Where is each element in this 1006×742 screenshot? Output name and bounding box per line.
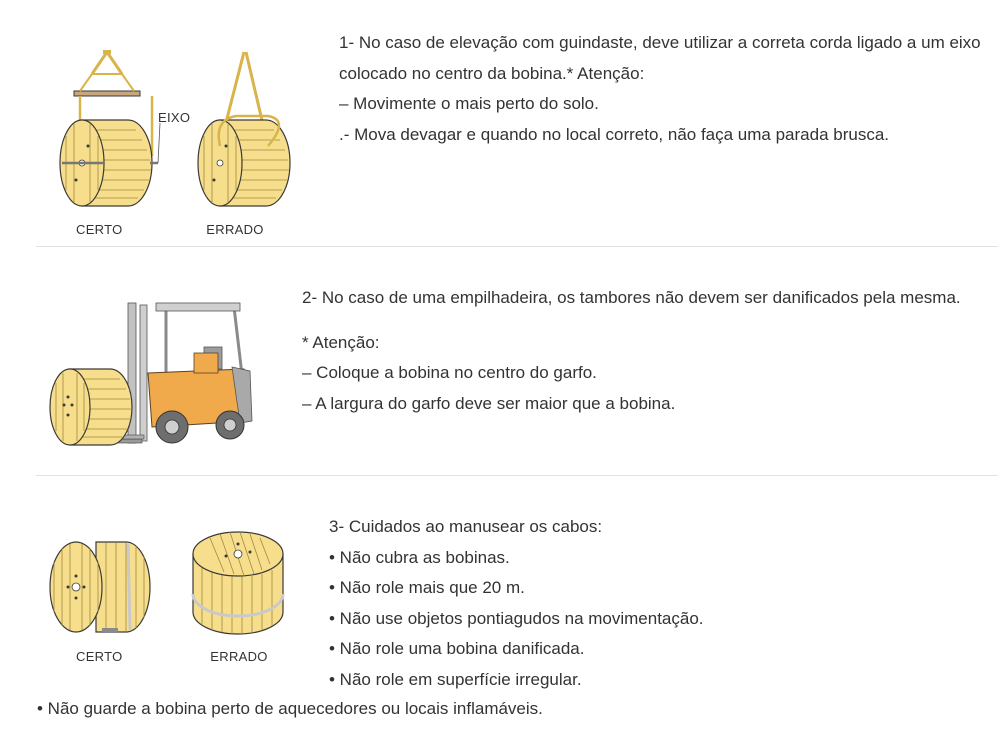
handling-care-footer-item xyxy=(37,694,543,725)
handling-care-item: • Não role uma bobina danificada. xyxy=(329,639,585,658)
crane-instructions xyxy=(339,28,981,150)
crane-wrong-caption: ERRADO xyxy=(206,222,264,237)
handling-care-heading: 3- Cuidados ao manusear os cabos: xyxy=(329,517,603,536)
crane-correct-illustration xyxy=(52,48,162,213)
reel-correct-caption: CERTO xyxy=(76,649,123,664)
crane-instruction-line: 1- No caso de elevação com guindaste, deve utilizar a correta corda ligado a um eixo xyxy=(339,33,981,52)
crane-instruction-line: .- Mova devagar e quando no local correto, não faça uma parada brusca. xyxy=(339,124,890,144)
handling-care-item: • Não role em superfície irregular. xyxy=(329,669,582,689)
forklift-heading: 2- No caso de uma empilhadeira, os tambores não devem ser danificados pela mesma. xyxy=(302,288,961,307)
crane-correct-caption: CERTO xyxy=(76,222,123,237)
axle-label: EIXO xyxy=(158,110,191,125)
section-crane-lifting xyxy=(0,0,1006,246)
forklift-instruction-line: * Atenção: xyxy=(302,332,380,352)
section-forklift xyxy=(0,247,1006,475)
crane-instruction-line: – Movimente o mais perto do solo. xyxy=(339,94,599,113)
section-handling-care xyxy=(0,476,1006,742)
crane-wrong-illustration xyxy=(190,48,300,213)
reel-correct-illustration xyxy=(46,536,156,638)
forklift-illustration xyxy=(44,297,254,457)
forklift-instructions xyxy=(302,283,961,419)
reel-wrong-caption: ERRADO xyxy=(210,649,268,664)
handling-care-list xyxy=(329,512,704,695)
forklift-instruction-line: – A largura do garfo deve ser maior que a bobina. xyxy=(302,393,676,413)
forklift-instruction-line: – Coloque a bobina no centro do garfo. xyxy=(302,363,597,382)
handling-care-item: • Não cubra as bobinas. xyxy=(329,547,510,567)
reel-wrong-illustration xyxy=(188,526,288,640)
handling-care-item: • Não guarde a bobina perto de aquecedores ou locais inflamáveis. xyxy=(37,699,543,718)
handling-care-item: • Não role mais que 20 m. xyxy=(329,578,525,597)
handling-care-item: • Não use objetos pontiagudos na movimentação. xyxy=(329,608,704,628)
crane-instruction-line: colocado no centro da bobina.* Atenção: xyxy=(339,63,645,83)
